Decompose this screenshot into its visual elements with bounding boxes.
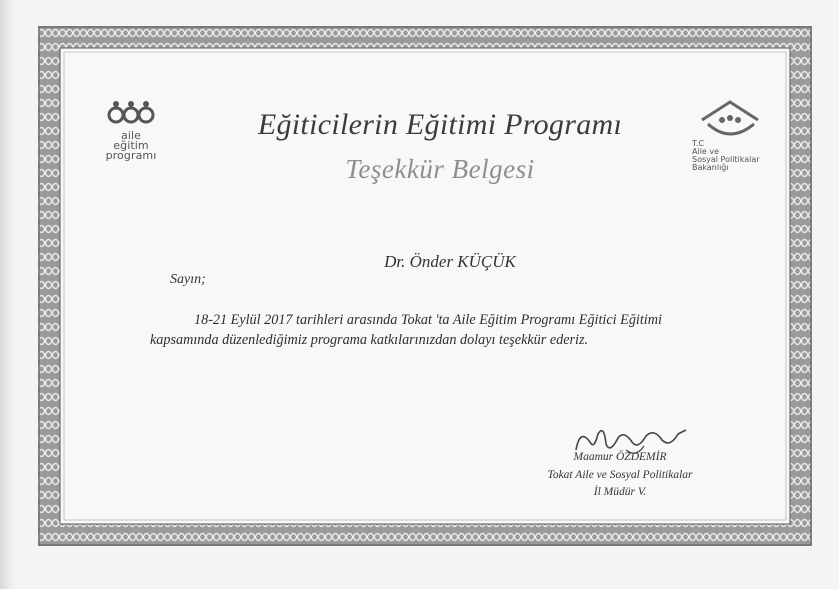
ministry-logo — [688, 98, 788, 172]
certificate-body: 18-21 Eylül 2017 tarihleri arasında Tokat 'ta Aile Eğitim Programı Eğitici Eğitimi kapsamında düzenlediğimiz programa katkılarınızdan dolayı teşekkür ederiz. — [150, 312, 662, 348]
ministry-line4: Bakanlığı — [692, 163, 729, 172]
logo-text-programi: programı — [105, 149, 157, 162]
ministry-line2: Aile ve — [692, 147, 720, 156]
recipient-name: Dr. Önder KÜÇÜK — [384, 252, 516, 271]
logo-text-aile: aile — [120, 129, 142, 142]
signatory-title-line1: Tokat Aile ve Sosyal Politikalar — [547, 469, 693, 481]
certificate-title: Eğiticilerin Eğitimi Programı — [257, 108, 623, 141]
ministry-line3: Sosyal Politikalar — [692, 155, 760, 164]
house-family-icon — [696, 98, 766, 140]
scan-edge — [0, 0, 14, 589]
salutation: Sayın; — [170, 272, 206, 287]
signatory-title-line2: İl Müdür V. — [593, 486, 647, 498]
family-figures-icon — [102, 100, 160, 130]
aile-egitim-programi-logo — [96, 100, 166, 161]
certificate-subtitle: Teşekkür Belgesi — [345, 154, 535, 184]
logo-text-egitim: eğitim — [113, 139, 149, 152]
signatory-name: Maamur ÖZDEMİR — [573, 451, 667, 463]
ministry-tc: T.C — [692, 139, 705, 148]
